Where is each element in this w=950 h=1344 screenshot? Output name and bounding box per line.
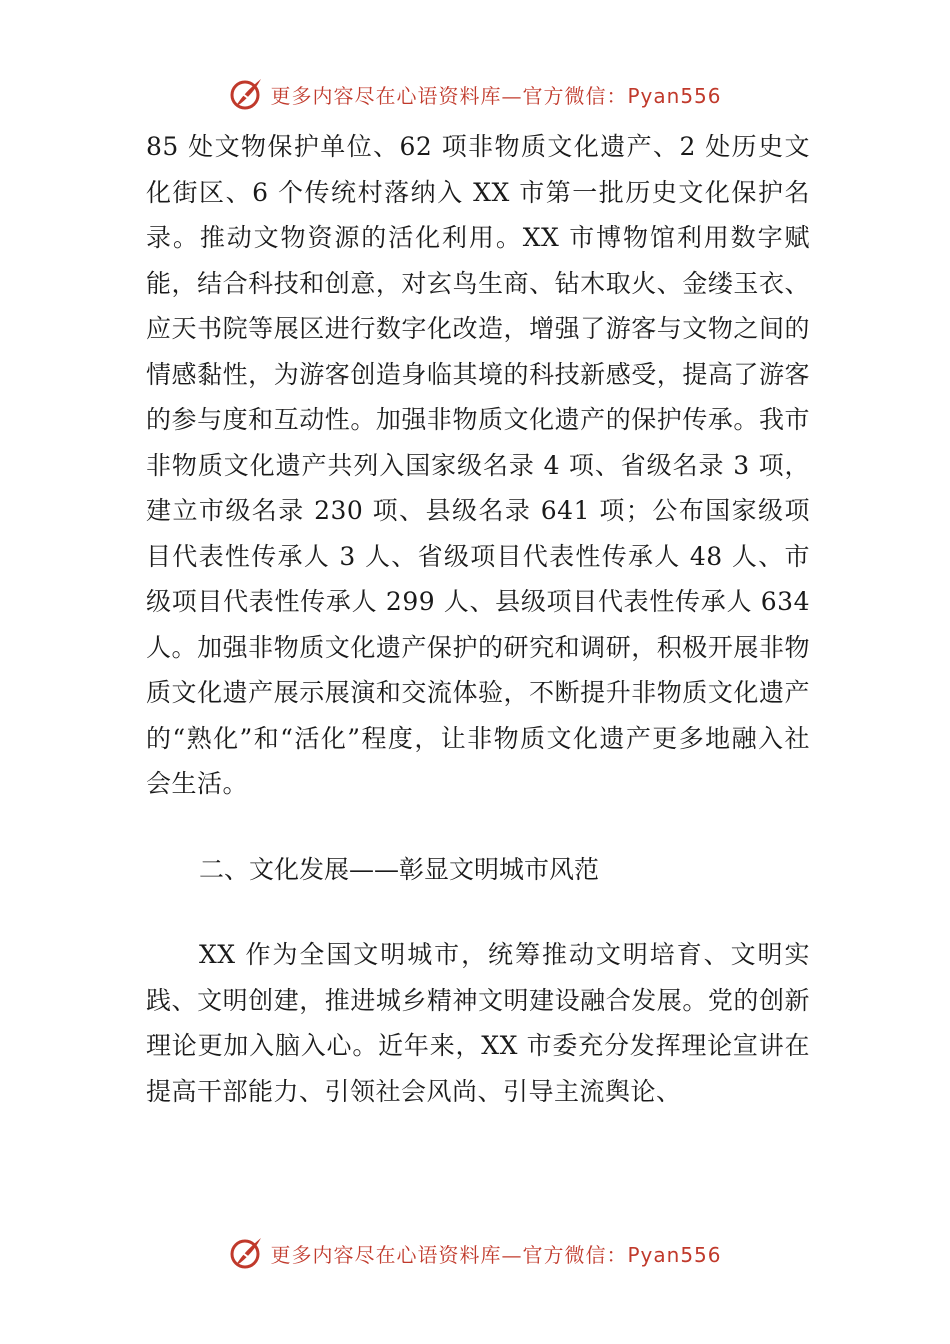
quill-scroll-logo-icon <box>228 1235 264 1271</box>
body-paragraph-1: 85 处文物保护单位、62 项非物质文化遗产、2 处历史文化街区、6 个传统村落纳入 XX 市第一批历史文化保护名录。推动文物资源的活化利用。XX 市博物馆利用数字赋能，结合科技和创意，对玄鸟生商、钻木取火、金缕玉衣、应天书院等展区进行数字化改造，增强了游客与文物之间的情感黏性，为游客创造身临其境的科技新感受，提高了游客的参与度和互动性。加强非物质文化遗产的保护传承。我市非物质文化遗产共列入国家级名录 4 项、省级名录 3 项，建立市级名录 230 项、县级名录 641 项；公布国家级项目代表性传承人 3 人、省级项目代表性传承人 48 人、市级项目代表性传承人 299 人、县级项目代表性传承人 634 人。加强非物质文化遗产保护的研究和调研，积极开展非物质文化遗产展示展演和交流体验，不断提升非物质文化遗产的“熟化”和“活化”程度，让非物质文化遗产更多地融入社会生活。 <box>146 132 810 798</box>
quill-scroll-logo-icon <box>228 76 264 112</box>
header-banner-text: 更多内容尽在心语资料库—官方微信：Pyan556 <box>270 83 722 108</box>
header-banner <box>0 72 950 116</box>
footer-banner <box>0 1231 950 1275</box>
body-paragraph-2: XX 作为全国文明城市，统筹推动文明培育、文明实践、文明创建，推进城乡精神文明建设融合发展。党的创新理论更加入脑入心。近年来，XX 市委充分发挥理论宣讲在提高干部能力、引领社会风尚、引导主流舆论、 <box>146 940 810 1106</box>
document-body <box>146 124 810 1114</box>
footer-banner-contact: Pyan556 <box>627 1242 722 1267</box>
section-heading: 二、文化发展——彰显文明城市风范 <box>199 854 600 884</box>
header-banner-contact: Pyan556 <box>627 83 722 108</box>
footer-banner-text: 更多内容尽在心语资料库—官方微信：Pyan556 <box>270 1242 722 1267</box>
